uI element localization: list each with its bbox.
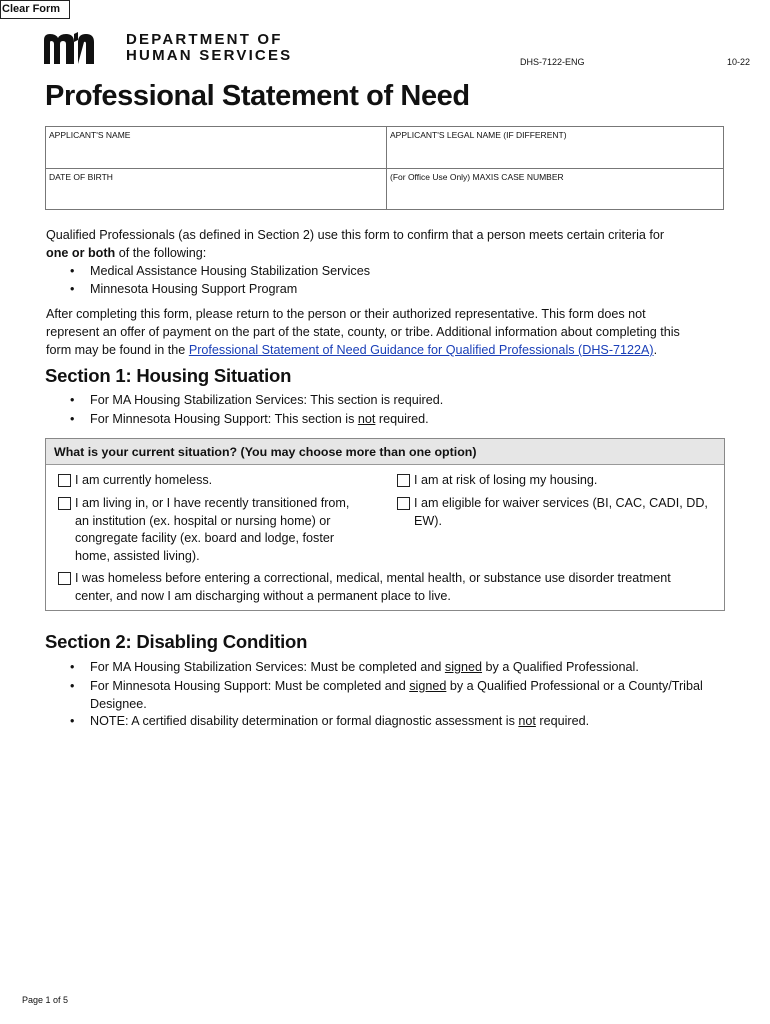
s2-b2-post: by a Qualified Professional or a County/Tribal bbox=[446, 679, 703, 693]
section-1-bullet-1-text: For MA Housing Stabilization Services: This section is required. bbox=[90, 393, 444, 407]
s2-b3-emphasis: not bbox=[518, 714, 536, 728]
s2-b1-pre: For MA Housing Stabilization Services: Must be completed and bbox=[90, 660, 445, 674]
bullet-icon: • bbox=[70, 679, 75, 693]
institution-checkbox[interactable] bbox=[58, 497, 71, 510]
institution-label bbox=[75, 495, 349, 565]
treatment-line-1: I was homeless before entering a correctional, medical, mental health, or substance use disorder treatment bbox=[75, 571, 671, 585]
institution-line-4: home, assisted living). bbox=[75, 548, 200, 563]
maxis-label: (For Office Use Only) MAXIS CASE NUMBER bbox=[390, 172, 564, 182]
s2-b3-post: required. bbox=[535, 714, 590, 728]
page-number: Page 1 of 5 bbox=[22, 995, 69, 1005]
situation-question: What is your current situation? (You may choose more than one option) bbox=[46, 439, 724, 465]
section-1-bullet-2-text bbox=[90, 410, 429, 428]
homeless-checkbox[interactable] bbox=[58, 474, 71, 487]
section-2-bullet-1-text bbox=[90, 658, 639, 676]
institution-line-2: an institution (ex. hospital or nursing home) or bbox=[75, 513, 331, 528]
institution-line-3: congregate facility (ex. board and lodge, foster bbox=[75, 531, 335, 545]
department-name bbox=[126, 32, 292, 64]
dob-input[interactable] bbox=[50, 187, 384, 207]
applicant-info-grid bbox=[45, 126, 724, 210]
risk-checkbox[interactable] bbox=[397, 474, 410, 487]
housing-situation-box bbox=[45, 438, 725, 611]
instructions-line-1: After completing this form, please return to the person or their authorized representative. This form does not bbox=[46, 307, 646, 321]
waiver-checkbox[interactable] bbox=[397, 497, 410, 510]
risk-label: I am at risk of losing my housing. bbox=[414, 473, 598, 487]
bullet-icon: • bbox=[70, 660, 75, 674]
intro-line-2-rest: of the following: bbox=[115, 246, 207, 260]
instructions-line-3-post: . bbox=[653, 343, 658, 357]
treatment-discharge-label bbox=[75, 570, 671, 605]
s2-b2-pre: For Minnesota Housing Support: Must be completed and bbox=[90, 679, 410, 693]
intro-bullet-2-text: Minnesota Housing Support Program bbox=[90, 282, 298, 296]
maxis-case-input[interactable] bbox=[391, 187, 723, 207]
bullet-2-post: required. bbox=[375, 412, 429, 426]
intro-paragraph bbox=[46, 226, 736, 262]
s2-b2-emphasis: signed bbox=[409, 679, 447, 693]
instructions-line-2: represent an offer of payment on the part of the state, county, or tribe. Additional information about completing this bbox=[46, 325, 680, 339]
instructions-line-3 bbox=[46, 341, 746, 359]
intro-emphasis: one or both bbox=[46, 246, 116, 260]
section-2-bullet-2-text bbox=[90, 677, 703, 695]
treatment-discharge-checkbox[interactable] bbox=[58, 572, 71, 585]
form-code: DHS-7122-ENG bbox=[520, 57, 585, 67]
section-1-heading: Section 1: Housing Situation bbox=[45, 365, 292, 386]
form-date: 10-22 bbox=[727, 57, 751, 67]
s2-b3-pre: NOTE: A certified disability determination or formal diagnostic assessment is bbox=[90, 714, 519, 728]
bullet-2-emphasis: not bbox=[357, 412, 376, 426]
waiver-line-1: I am eligible for waiver services (BI, CAC, CADI, DD, bbox=[414, 496, 708, 510]
bullet-icon: • bbox=[70, 282, 75, 296]
intro-bullet-1-text: Medical Assistance Housing Stabilization Services bbox=[90, 264, 370, 278]
instructions-line-3-pre: form may be found in the bbox=[46, 343, 189, 357]
section-2-bullet-2-cont: Designee. bbox=[90, 697, 147, 711]
bullet-2-pre: For Minnesota Housing Support: This section is bbox=[90, 412, 358, 426]
homeless-label: I am currently homeless. bbox=[75, 473, 213, 487]
dob-label: DATE OF BIRTH bbox=[49, 172, 113, 182]
logo-line-1: DEPARTMENT OF bbox=[126, 31, 283, 48]
instructions-paragraph bbox=[46, 305, 746, 359]
treatment-line-2: center, and now I am discharging without a permanent place to live. bbox=[75, 588, 451, 603]
applicant-name-label: APPLICANT'S NAME bbox=[49, 130, 131, 140]
s2-b1-emphasis: signed bbox=[444, 660, 483, 674]
bullet-icon: • bbox=[70, 714, 75, 728]
section-2-heading: Section 2: Disabling Condition bbox=[45, 631, 308, 652]
legal-name-input[interactable] bbox=[391, 145, 723, 165]
s2-b1-post: by a Qualified Professional. bbox=[482, 660, 639, 674]
mn-logo-icon bbox=[44, 32, 120, 64]
applicant-name-input[interactable] bbox=[50, 145, 384, 165]
bullet-icon: • bbox=[70, 393, 75, 407]
bullet-icon: • bbox=[70, 412, 75, 426]
intro-line-1: Qualified Professionals (as defined in Section 2) use this form to confirm that a person meets certain criteria for bbox=[46, 228, 665, 242]
institution-line-1: I am living in, or I have recently transitioned from, bbox=[75, 496, 350, 510]
legal-name-label: APPLICANT'S LEGAL NAME (IF DIFFERENT) bbox=[390, 130, 567, 140]
intro-line-2 bbox=[46, 244, 736, 262]
page-title: Professional Statement of Need bbox=[45, 80, 470, 112]
waiver-label bbox=[414, 495, 708, 530]
clear-form-button[interactable]: Clear Form bbox=[0, 0, 70, 19]
waiver-line-2: EW). bbox=[414, 513, 442, 528]
section-2-bullet-3-text bbox=[90, 712, 589, 730]
guidance-link[interactable]: Professional Statement of Need Guidance for Qualified Professionals (DHS-7122A) bbox=[188, 343, 654, 357]
bullet-icon: • bbox=[70, 264, 75, 278]
logo-line-2: HUMAN SERVICES bbox=[126, 47, 293, 64]
